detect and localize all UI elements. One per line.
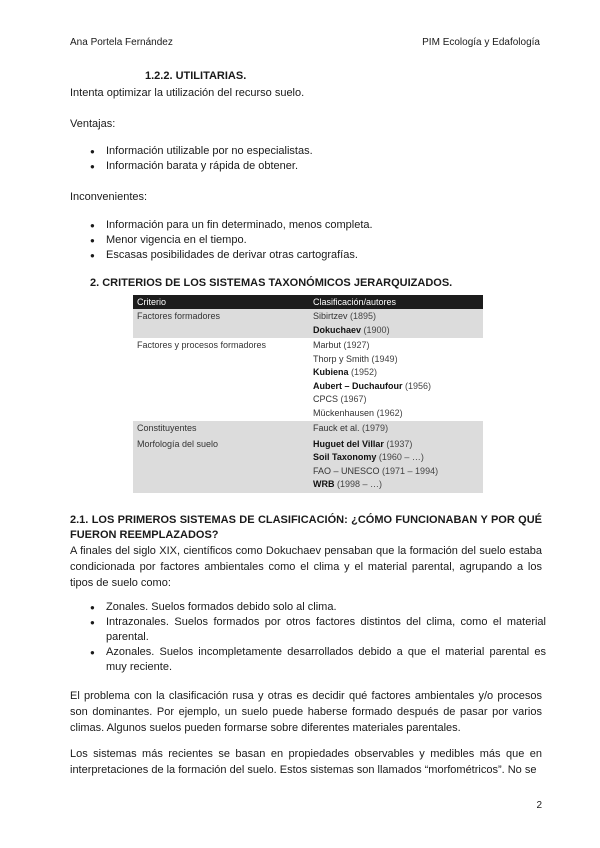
section-122-title: 1.2.2. UTILITARIAS. bbox=[145, 70, 247, 82]
author-name: Dokuchaev bbox=[313, 324, 362, 335]
author-entry bbox=[313, 310, 479, 324]
header-author: Ana Portela Fernández bbox=[70, 37, 173, 48]
author-year: (1960 – …) bbox=[378, 452, 424, 462]
author-entry bbox=[313, 366, 479, 380]
author-year: (1895) bbox=[350, 311, 377, 321]
author-name: WRB bbox=[313, 479, 335, 489]
list-item: ● Zonales. Suelos formados debido solo al clima. bbox=[90, 600, 546, 615]
list-item: ● Intrazonales. Suelos formados por otros factores distintos del clima, como el material parental. bbox=[90, 615, 546, 645]
section-21-paragraph-2: El problema con la clasificación rusa y otras es decidir qué factores ambientales y/o procesos son dominantes. Por ejemplo, un suelo puede haberse formado después de pasar por varios climas. Algunos suelos pueden formarse sobre diferentes materiales parentales. bbox=[70, 690, 542, 734]
author-name: Sibirtzev bbox=[313, 311, 348, 321]
authors-cell bbox=[309, 437, 483, 493]
list-item: ● Menor vigencia en el tiempo. bbox=[90, 233, 550, 248]
author-year: (1900) bbox=[363, 324, 390, 335]
criterion-cell: Morfología del suelo bbox=[133, 437, 309, 493]
section-21-paragraph-3: Los sistemas más recientes se basan en propiedades observables y medibles más que en interpretaciones de la formación del suelo. Estos sistemas son llamados “morfométricos”. No se bbox=[70, 748, 542, 776]
list-item: ● Información utilizable por no especialistas. bbox=[90, 144, 550, 159]
author-entry bbox=[313, 438, 479, 452]
criterion-cell: Factores formadores bbox=[133, 309, 309, 338]
author-year: (1937) bbox=[386, 438, 413, 449]
author-year: (1949) bbox=[371, 353, 398, 364]
author-name: Thorp y Smith bbox=[313, 353, 370, 364]
advantages-list bbox=[90, 144, 550, 174]
author-name: Soil Taxonomy bbox=[313, 452, 377, 462]
section-21-title: 2.1. LOS PRIMEROS SISTEMAS DE CLASIFICACIÓN: ¿CÓMO FUNCIONABAN Y POR QUÉ FUERON REEMPLAZADOS? bbox=[70, 514, 542, 541]
author-year: (1952) bbox=[351, 367, 378, 377]
author-name: Marbut bbox=[313, 340, 342, 350]
list-item: ● Información barata y rápida de obtener. bbox=[90, 159, 550, 174]
list-item: ● Escasas posibilidades de derivar otras cartografías. bbox=[90, 248, 550, 263]
section-21-paragraph-1: A finales del siglo XIX, científicos como Dokuchaev pensaban que la formación del suelo estaba condicionada por factores ambientales como el clima y el material parental, agrupando a los tipos de suelo como: bbox=[70, 545, 542, 589]
author-year: (1962) bbox=[376, 407, 403, 418]
author-entry bbox=[313, 353, 479, 367]
author-entry bbox=[313, 324, 479, 338]
author-name: Fauck et al. bbox=[313, 423, 360, 433]
table-row bbox=[133, 309, 483, 338]
criteria-table bbox=[133, 295, 483, 493]
author-entry bbox=[313, 393, 479, 407]
author-year: (1956) bbox=[405, 380, 432, 391]
disadvantages-label: Inconvenientes: bbox=[70, 191, 148, 203]
section-2-title: 2. CRITERIOS DE LOS SISTEMAS TAXONÓMICOS JERARQUIZADOS. bbox=[90, 277, 453, 289]
author-entry bbox=[313, 339, 479, 353]
authors-cell bbox=[309, 309, 483, 338]
author-entry bbox=[313, 451, 479, 465]
author-entry bbox=[313, 380, 479, 394]
author-entry bbox=[313, 407, 479, 421]
table-header-authors: Clasificación/autores bbox=[309, 295, 483, 309]
list-item: ● Azonales. Suelos incompletamente desarrollados debido a que el material parental es muy reciente. bbox=[90, 645, 546, 675]
author-name: Kubiena bbox=[313, 367, 349, 377]
author-name: Huguet del Villar bbox=[313, 438, 384, 449]
header-course: PIM Ecología y Edafología bbox=[422, 37, 540, 48]
author-entry bbox=[313, 478, 479, 492]
soil-types-list bbox=[90, 600, 550, 675]
criterion-cell: Factores y procesos formadores bbox=[137, 340, 267, 350]
author-name: FAO – UNESCO bbox=[313, 465, 380, 476]
list-item: ● Información para un fin determinado, menos completa. bbox=[90, 218, 550, 233]
author-year: (1998 – …) bbox=[337, 479, 383, 489]
author-name: CPCS bbox=[313, 394, 339, 404]
page-number: 2 bbox=[536, 800, 542, 811]
table-row bbox=[133, 421, 483, 437]
authors-cell bbox=[309, 421, 483, 437]
author-entry bbox=[313, 422, 479, 436]
table-row bbox=[133, 437, 483, 493]
disadvantages-list bbox=[90, 218, 550, 263]
authors-cell bbox=[309, 338, 483, 421]
criterion-cell: Constituyentes bbox=[133, 421, 309, 437]
table-row bbox=[133, 338, 483, 421]
author-name: Aubert – Duchaufour bbox=[313, 380, 403, 391]
section-122-intro: Intenta optimizar la utilización del recurso suelo. bbox=[70, 87, 305, 99]
author-entry bbox=[313, 465, 479, 479]
author-name: Mückenhausen bbox=[313, 407, 375, 418]
author-year: (1971 – 1994) bbox=[382, 465, 439, 476]
author-year: (1967) bbox=[340, 394, 367, 404]
author-year: (1979) bbox=[362, 423, 389, 433]
advantages-label: Ventajas: bbox=[70, 118, 116, 130]
table-header-criterion: Criterio bbox=[133, 295, 309, 309]
author-year: (1927) bbox=[343, 340, 370, 350]
